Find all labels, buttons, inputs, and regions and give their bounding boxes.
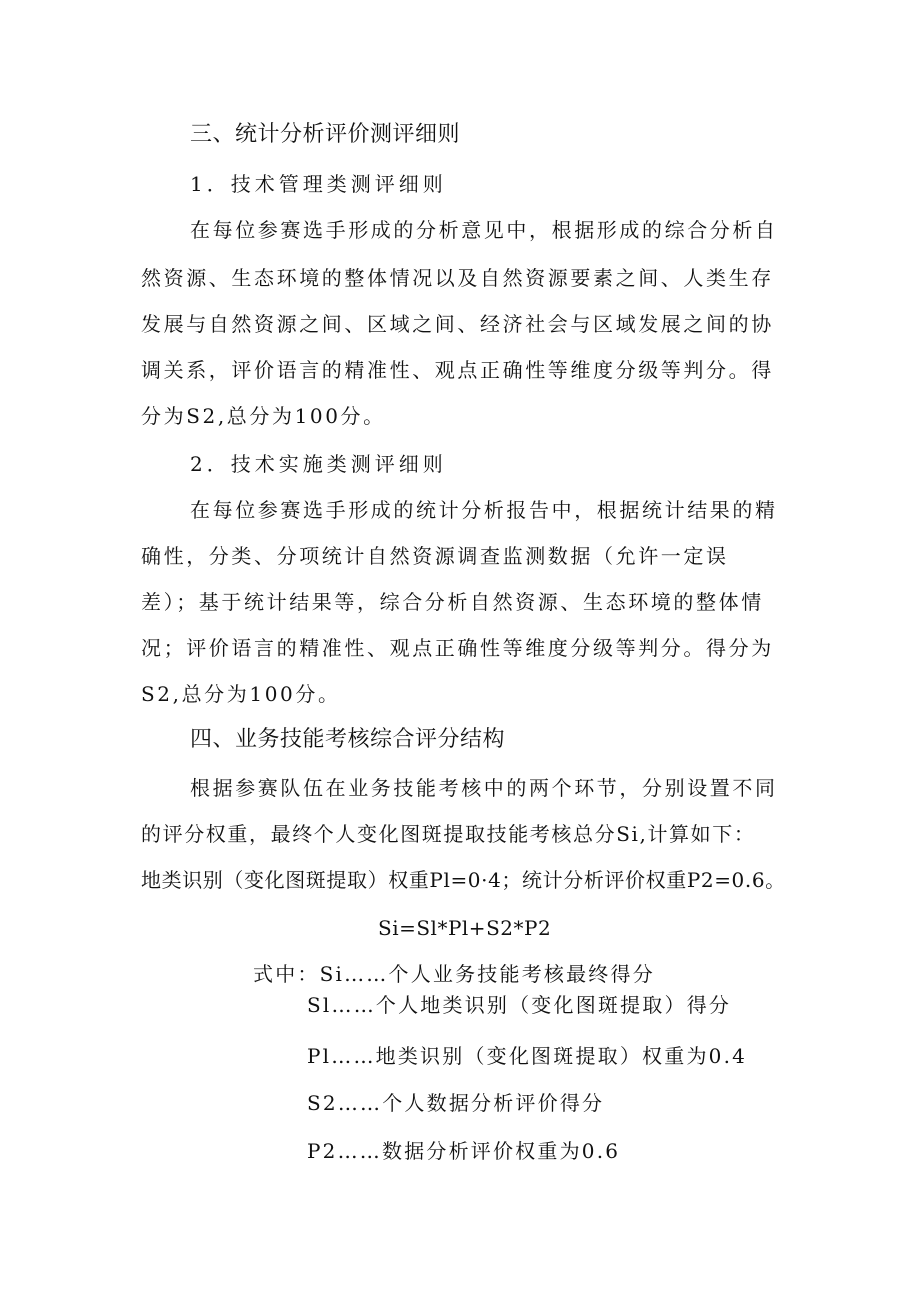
item-2-paragraph-line: 差）；基于统计结果等，综合分析自然资源、生态环境的整体情 (141, 590, 764, 614)
section-4-paragraph-line: 的评分权重，最终个人变化图斑提取技能考核总分Si,计算如下： (141, 822, 756, 846)
item-2-paragraph-line: 确性，分类、分项统计自然资源调查监测数据（允许一定误 (141, 544, 729, 568)
formula-legend-line: 式中：Si……个人业务技能考核最终得分 (253, 962, 655, 986)
item-2-paragraph-line: S2,总分为100分。 (141, 682, 341, 706)
formula-legend-line: Sl……个人地类识别（变化图斑提取）得分 (307, 993, 732, 1017)
formula-legend-line: S2……个人数据分析评价得分 (307, 1091, 605, 1115)
item-2-title: 2．技术实施类测评细则 (190, 452, 447, 476)
item-1-paragraph-line: 在每位参赛选手形成的分析意见中，根据形成的综合分析自 (190, 218, 778, 242)
item-2-paragraph-line: 在每位参赛选手形成的统计分析报告中，根据统计结果的精 (190, 498, 778, 522)
item-1-paragraph-line: 发展与自然资源之间、区域之间、经济社会与区域发展之间的协 (141, 312, 774, 336)
score-formula: Si=Sl*Pl+S2*P2 (378, 916, 552, 940)
formula-legend-line: P2……数据分析评价权重为0.6 (307, 1139, 621, 1163)
item-1-paragraph-line: 分为S2,总分为100分。 (141, 404, 386, 428)
section-4-heading: 四、业务技能考核综合评分结构 (190, 727, 506, 752)
section-4-paragraph-line: 根据参赛队伍在业务技能考核中的两个环节，分别设置不同 (190, 776, 778, 800)
item-1-paragraph-line: 然资源、生态环境的整体情况以及自然资源要素之间、人类生存 (141, 266, 774, 290)
item-1-paragraph-line: 调关系，评价语言的精准性、观点正确性等维度分级等判分。得 (141, 358, 774, 382)
item-1-title: 1．技术管理类测评细则 (190, 172, 447, 196)
section-4-paragraph-line: 地类识别（变化图斑提取）权重Pl=0·4；统计分析评价权重P2=0.6。 (141, 868, 786, 892)
section-3-heading: 三、统计分析评价测评细则 (190, 122, 461, 147)
formula-legend-line: Pl……地类识别（变化图斑提取）权重为0.4 (307, 1044, 748, 1068)
item-2-paragraph-line: 况；评价语言的精准性、观点正确性等维度分级等判分。得分为 (141, 636, 774, 660)
